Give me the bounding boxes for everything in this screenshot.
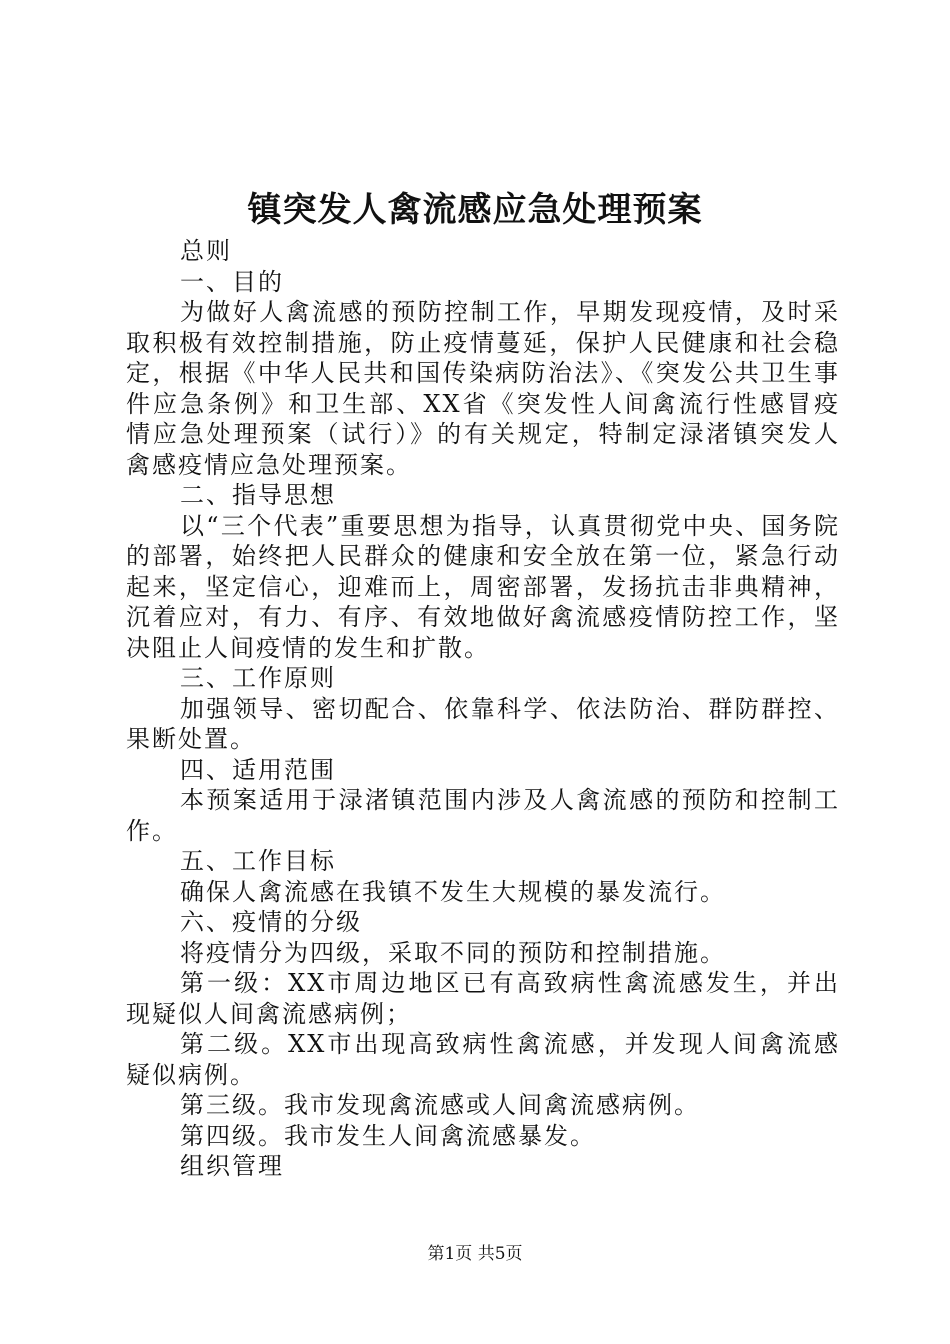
paragraph-work-goals: 确保人禽流感在我镇不发生大规模的暴发流行。 [180, 877, 726, 906]
paragraph-work-principles: 加强领导、密切配合、依靠科学、依法防治、群防群控、果断处置。 [126, 694, 840, 753]
section-heading-organization: 组织管理 [180, 1152, 284, 1180]
section-heading-work-principles: 三、工作原则 [180, 664, 336, 692]
paragraph-grade-3: 第三级。我市发现禽流感或人间禽流感病例。 [180, 1091, 700, 1119]
section-heading-grading: 六、疫情的分级 [180, 908, 362, 936]
section-heading-purpose: 一、目的 [180, 267, 284, 296]
paragraph-grading-intro: 将疫情分为四级，采取不同的预防和控制措施。 [180, 938, 726, 967]
page-footer: 第1页 共5页 [427, 1244, 523, 1264]
paragraph-scope: 本预案适用于渌渚镇范围内涉及人禽流感的预防和控制工作。 [126, 786, 840, 845]
section-heading-scope: 四、适用范围 [180, 755, 336, 784]
document-body [126, 236, 840, 1182]
paragraph-grade-4: 第四级。我市发生人间禽流感暴发。 [180, 1121, 596, 1150]
section-heading-general: 总则 [180, 237, 232, 265]
section-heading-guiding-thought: 二、指导思想 [180, 481, 336, 509]
paragraph-grade-1: 第一级：XX市周边地区已有高致病性禽流感发生，并出现疑似人间禽流感病例； [126, 969, 840, 1028]
section-heading-work-goals: 五、工作目标 [180, 847, 336, 875]
paragraph-guiding-thought: 以“三个代表”重要思想为指导，认真贯彻党中央、国务院的部署，始终把人民群众的健康和安全放在第一位，紧急行动起来，坚定信心，迎难而上，周密部署，发扬抗击非典精神，沉着应对，有力、有序、有效地做好禽流感疫情防控工作，坚决阻止人间疫情的发生和扩散。 [126, 511, 840, 662]
paragraph-grade-2: 第二级。XX市出现高致病性禽流感，并发现人间禽流感疑似病例。 [126, 1030, 840, 1089]
paragraph-purpose: 为做好人禽流感的预防控制工作，早期发现疫情，及时采取积极有效控制措施，防止疫情蔓延，保护人民健康和社会稳定，根据《中华人民共和国传染病防治法》、《突发公共卫生事件应急条例》和卫生部、XX省《突发性人间禽流行性感冒疫情应急处理预案（试行）》的有关规定，特制定渌渚镇突发人禽感疫情应急处理预案。 [126, 298, 840, 479]
document-title: 镇突发人禽流感应急处理预案 [247, 190, 703, 230]
